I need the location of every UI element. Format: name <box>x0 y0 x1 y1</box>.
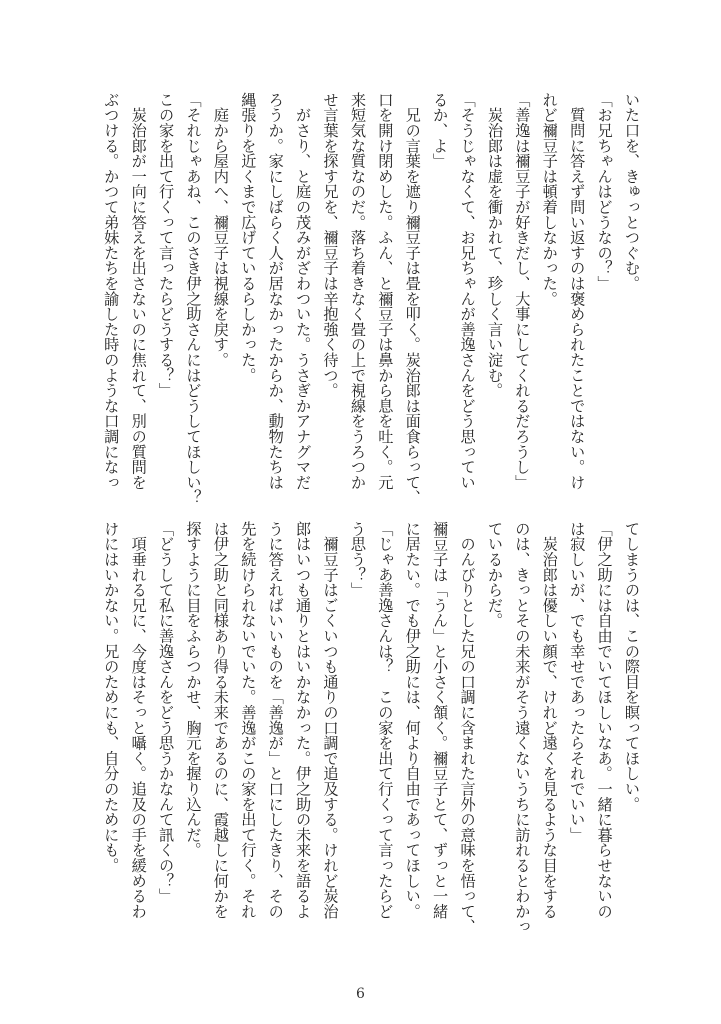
text-line: 「どうして私に善逸さんをどう思うかなんて訊くの？」 <box>157 521 176 904</box>
text-line: 項垂れる兄に、今度はそっと囁く。追及の手を緩めるわ <box>129 521 148 919</box>
text-block-upper <box>97 92 645 506</box>
text-line: がさり、と庭の茂みがざわついた。うさぎかアナグマだ <box>294 92 313 490</box>
text-line: う思う？」 <box>348 521 367 598</box>
text-line: 「伊之助には自由でいてほしいなあ。一緒に暮らせないの <box>595 521 614 919</box>
text-line: 炭治郎は虚を衝かれて、珍しく言い淀む。 <box>485 92 504 398</box>
text-line: 探すように目をふらつかせ、胸元を握り込んだ。 <box>184 521 203 858</box>
text-line: けにはいかない。兄のためにも、自分のためにも。 <box>102 521 121 873</box>
text-line: 郎はいつも通りとはいかなかった。伊之助の未来を語るよ <box>294 521 313 919</box>
text-line: は寂しいが、でも幸せであったらそれでいい」 <box>568 521 587 843</box>
text-line: に居たい。でも伊之助には、何より自由であってほしい。 <box>403 521 422 919</box>
text-line: 「じゃあ善逸さんは？ この家を出て行くって言ったらど <box>376 521 395 919</box>
text-line: 口を開け閉めした。ふん、と禰豆子は鼻から息を吐く。元 <box>376 92 395 490</box>
page-number: 6 <box>356 986 365 1002</box>
text-line: れど禰豆子は頓着しなかった。 <box>540 92 559 307</box>
text-block-lower <box>97 521 645 951</box>
text-line: せ言葉を探す兄を、禰豆子は辛抱強く待つ。 <box>321 92 340 398</box>
text-line: うに答えればいいものを「善逸が」と口にしたきり、その <box>266 521 285 919</box>
text-line: ぶつける。かつて弟妹たちを諭した時のような口調になっ <box>102 92 121 490</box>
text-line: てしまうのは、この際目を瞑ってほしい。 <box>623 521 641 812</box>
text-line: 禰豆子はごくいつも通りの口調で追及する。けれど炭治 <box>321 521 340 919</box>
text-line: 「お兄ちゃんはどうなの？」 <box>595 92 614 291</box>
text-line: 「そうじゃなくて、お兄ちゃんが善逸さんをどう思ってい <box>458 92 477 490</box>
text-line: ろうか。家にしばらく人が居なかったからか、動物たちは <box>266 92 285 490</box>
text-line: のは、きっとその未来がそう遠くないうちに訪れるとわかっ <box>513 521 532 935</box>
text-line: 「善逸は禰豆子が好きだし、大事にしてくれるだろうし」 <box>513 92 532 490</box>
text-line: 炭治郎が一向に答えを出さないのに焦れて、別の質問を <box>129 92 148 490</box>
text-line: は伊之助と同様あり得る未来であるのに、霞越しに何かを <box>211 521 230 919</box>
text-line: のんびりとした兄の口調に含まれた言外の意味を悟って、 <box>458 521 477 935</box>
text-line: 先を続けられないでいた。善逸がこの家を出て行く。それ <box>239 521 258 919</box>
text-line: るか、よ」 <box>431 92 450 169</box>
text-line: 「それじゃあね、このさき伊之助さんにはどうしてほしい？ <box>184 92 203 506</box>
text-line: 兄の言葉を遮り禰豆子は畳を叩く。炭治郎は面食らって、 <box>403 92 422 506</box>
text-line: 質問に答えず問い返すのは褒められたことではない。け <box>568 92 587 490</box>
text-line: ているからだ。 <box>485 521 504 629</box>
text-line: 縄張りを近くまで広げているらしかった。 <box>239 92 258 383</box>
text-line: 庭から屋内へ、禰豆子は視線を戻す。 <box>211 92 230 368</box>
text-line: 炭治郎は優しい顔で、けれど遠くを見るような目をする <box>540 521 559 919</box>
text-line: 来短気な質なのだ。落ち着きなく畳の上で視線をうろつか <box>348 92 367 490</box>
text-line: 禰豆子は「うん」と小さく頷く。禰豆子とて、ずっと一緒 <box>431 521 450 919</box>
text-line: この家を出て行くって言ったらどうする？」 <box>157 92 176 398</box>
text-line: いた口を、きゅっとつぐむ。 <box>623 92 641 291</box>
